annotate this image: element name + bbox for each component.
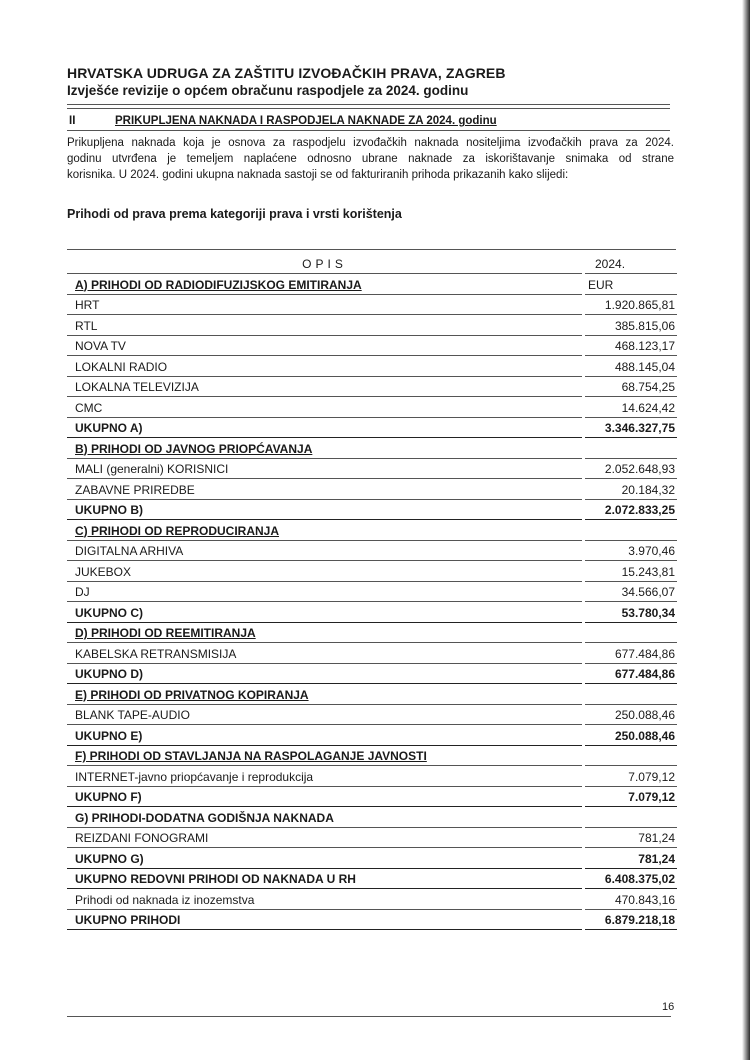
table-row	[67, 849, 677, 869]
row-value: 2024.	[595, 257, 626, 271]
row-value: 1.920.865,81	[604, 298, 675, 312]
row-description: F) PRIHODI OD STAVLJANJA NA RASPOLAGANJE JAVNOSTI	[75, 749, 427, 763]
row-rule-value	[585, 929, 677, 930]
intro-line: godinu utvrđena je temeljem naplaćene odnosno ubrane naknade za iskorištavanje snimaka od strane	[67, 153, 674, 165]
table-header-row	[67, 254, 677, 274]
table-row	[67, 459, 677, 479]
row-description: NOVA TV	[75, 339, 126, 353]
table-row	[67, 377, 677, 397]
table-title: Prihodi od prava prema kategoriji prava i vrsti korištenja	[67, 207, 402, 221]
row-description: G) PRIHODI-DODATNA GODIŠNJA NAKNADA	[75, 810, 334, 825]
row-value: 468.123,17	[614, 339, 675, 353]
row-value: 2.052.648,93	[604, 462, 675, 476]
row-description: JUKEBOX	[75, 564, 132, 579]
table-row	[67, 316, 677, 336]
table-row	[67, 398, 677, 418]
header-rule-bottom	[67, 108, 670, 109]
table-row	[67, 910, 677, 930]
row-value: 7.079,12	[628, 769, 675, 784]
table-row	[67, 644, 677, 664]
row-description: D) PRIHODI OD REEMITIRANJA	[75, 626, 256, 640]
intro-paragraph	[67, 135, 674, 183]
scan-edge-shadow	[742, 0, 750, 1060]
row-description: RTL	[75, 318, 98, 333]
row-description: OPIS	[302, 257, 347, 271]
row-description: UKUPNO A)	[75, 421, 143, 435]
row-description: CMC	[75, 400, 103, 415]
table-row	[67, 664, 677, 684]
row-description: Prihodi od naknada iz inozemstva	[75, 892, 255, 907]
row-description: UKUPNO F)	[75, 790, 142, 804]
row-description: A) PRIHODI OD RADIODIFUZIJSKOG EMITIRANJA	[75, 277, 362, 292]
section-number: II	[69, 115, 76, 127]
table-row	[67, 685, 677, 705]
row-description: UKUPNO C)	[75, 605, 143, 620]
table-row	[67, 726, 677, 746]
table-row	[67, 890, 677, 910]
organization-title: HRVATSKA UDRUGA ZA ZAŠTITU IZVOĐAČKIH PRAVA, ZAGREB	[67, 65, 506, 81]
table-row	[67, 603, 677, 623]
row-value: 470.843,16	[614, 892, 675, 907]
row-value: 385.815,06	[614, 318, 675, 333]
row-description: ZABAVNE PRIREDBE	[75, 482, 195, 497]
row-value: 3.346.327,75	[604, 421, 675, 435]
row-value: 6.408.375,02	[604, 872, 675, 886]
row-value: 15.243,81	[621, 564, 675, 579]
table-row	[67, 869, 677, 889]
table-row	[67, 562, 677, 582]
row-value: 488.145,04	[614, 359, 675, 374]
row-value: 250.088,46	[614, 708, 675, 722]
row-value: 3.970,46	[628, 544, 675, 558]
intro-line: Prikupljena naknada koja je osnova za raspodjelu izvođačkih naknada nositeljima izvođačkih prava za 2024.	[67, 137, 674, 149]
row-description: B) PRIHODI OD JAVNOG PRIOPĆAVANJA	[75, 441, 313, 456]
table-row	[67, 808, 677, 828]
table-row	[67, 787, 677, 807]
table-row	[67, 275, 677, 295]
row-value: 68.754,25	[621, 380, 675, 394]
row-description: E) PRIHODI OD PRIVATNOG KOPIRANJA	[75, 687, 309, 702]
table-row	[67, 418, 677, 438]
table-row	[67, 705, 677, 725]
row-rule-description	[67, 929, 582, 930]
row-description: LOKALNI RADIO	[75, 359, 168, 374]
table-top-rule	[67, 249, 676, 250]
row-value: 677.484,86	[614, 646, 675, 661]
table-row	[67, 582, 677, 602]
table-row	[67, 828, 677, 848]
table-row	[67, 295, 677, 315]
footer-rule	[67, 1016, 671, 1017]
table-row	[67, 500, 677, 520]
section-rule	[67, 130, 670, 131]
row-value: 781,24	[638, 851, 675, 866]
row-description: C) PRIHODI OD REPRODUCIRANJA	[75, 523, 280, 538]
page-number: 16	[662, 1001, 675, 1013]
table-row	[67, 357, 677, 377]
section-title: PRIKUPLJENA NAKNADA I RASPODJELA NAKNADE ZA 2024. godinu	[115, 115, 497, 127]
row-description: UKUPNO E)	[75, 728, 143, 743]
row-description: HRT	[75, 298, 100, 312]
row-description: DIGITALNA ARHIVA	[75, 544, 184, 558]
table-row	[67, 521, 677, 541]
row-description: INTERNET-javno priopćavanje i reprodukcija	[75, 769, 314, 784]
intro-line: korisnika. U 2024. godini ukupna naknada sastoji se od fakturiranih prihoda prikazanih kako slijedi:	[67, 169, 569, 181]
row-value: 53.780,34	[621, 605, 675, 620]
row-description: UKUPNO B)	[75, 503, 143, 517]
report-subtitle: Izvješće revizije o općem obračunu raspodjele za 2024. godinu	[67, 83, 469, 98]
row-description: KABELSKA RETRANSMISIJA	[75, 646, 237, 661]
table-row	[67, 746, 677, 766]
header-rule-top	[67, 104, 670, 105]
row-description: BLANK TAPE-AUDIO	[75, 708, 190, 722]
row-value: 34.566,07	[621, 585, 675, 599]
row-description: UKUPNO D)	[75, 667, 143, 681]
row-value: 781,24	[638, 831, 675, 845]
row-description: REIZDANI FONOGRAMI	[75, 831, 209, 845]
table-row	[67, 439, 677, 459]
row-description: MALI (generalni) KORISNICI	[75, 462, 229, 476]
row-value: 6.879.218,18	[604, 913, 675, 927]
row-description: UKUPNO G)	[75, 851, 144, 866]
row-value: 2.072.833,25	[604, 503, 675, 517]
row-description: LOKALNA TELEVIZIJA	[75, 380, 199, 394]
row-value: 7.079,12	[628, 790, 675, 804]
row-value: EUR	[588, 277, 614, 292]
table-row	[67, 767, 677, 787]
row-value: 677.484,86	[614, 667, 675, 681]
table-row	[67, 623, 677, 643]
table-row	[67, 541, 677, 561]
row-value: 250.088,46	[614, 728, 675, 743]
row-description: UKUPNO REDOVNI PRIHODI OD NAKNADA U RH	[75, 872, 356, 886]
row-description: UKUPNO PRIHODI	[75, 913, 181, 927]
row-value: 20.184,32	[621, 482, 675, 497]
row-value: 14.624,42	[621, 400, 675, 415]
row-description: DJ	[75, 585, 90, 599]
table-row	[67, 336, 677, 356]
table-row	[67, 480, 677, 500]
